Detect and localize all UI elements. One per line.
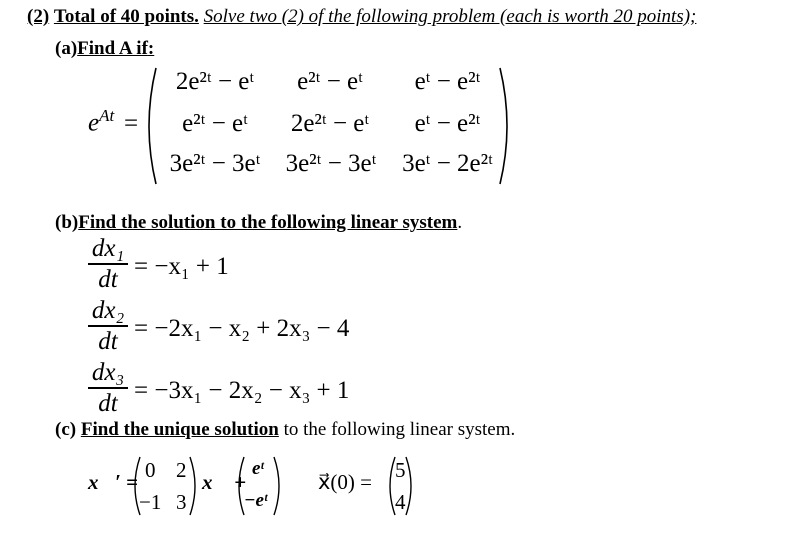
ic-lhs: x⃗(0) = [318, 470, 373, 494]
matrix-cell-r2c3: eᵗ − e²ᵗ [414, 110, 481, 137]
matrix-cell-r3c3: 3eᵗ − 2e²ᵗ [402, 150, 493, 177]
part-b-label: (b) [55, 212, 79, 233]
part-a-label: (a) [55, 38, 78, 59]
problem-header [27, 6, 696, 28]
instructions: Solve two (2) of the following problem (each is worth 20 points); [203, 6, 697, 27]
ode-3-numerator: dx₃ [91, 359, 125, 386]
ode-3-bar [88, 387, 128, 389]
ode-3-rhs: = −3x₁ − 2x₂ − x₃ + 1 [134, 377, 350, 404]
matrix-cell-r1c1: 2e²ᵗ − eᵗ [175, 68, 255, 95]
ode-1-numerator: dx₁ [91, 235, 125, 262]
ode-2-bar [88, 325, 128, 327]
part-b-period: . [457, 212, 463, 233]
part-b-title [55, 212, 462, 234]
problem-number: (2) [27, 6, 50, 27]
A-right-paren [188, 455, 202, 517]
ode-3-denominator: dt [98, 389, 118, 417]
A-r2c1: −1 [139, 490, 162, 514]
part-a-lhs: $e^{At}$ [88, 106, 115, 137]
part-c-label: (c) [55, 419, 77, 440]
A-r1c2: 2 [176, 458, 187, 482]
A-r1c1: 0 [145, 458, 156, 482]
part-a-title [55, 38, 154, 60]
total-points: Total of 40 points. [53, 6, 199, 27]
part-c-heading: Find the unique solution [80, 419, 279, 440]
matrix-cell-r3c1: 3e²ᵗ − 3eᵗ [169, 150, 261, 177]
ode-1-denominator: dt [98, 265, 118, 293]
ode-1-rhs: = −x₁ + 1 [134, 253, 229, 280]
ode-2-numerator: dx₂ [91, 297, 125, 324]
ode-1-bar [88, 263, 128, 265]
matrix-cell-r2c1: e²ᵗ − eᵗ [182, 110, 248, 137]
part-c-rest: to the following linear system. [278, 419, 516, 440]
ode-1-fraction [88, 236, 128, 292]
matrix-cell-r3c2: 3e²ᵗ − 3eᵗ [285, 150, 377, 177]
part-c-xvec: x⃗ + [202, 470, 247, 494]
g-right-paren [272, 455, 286, 517]
matrix-cell-r2c2: 2e²ᵗ − eᵗ [290, 110, 370, 137]
ode-2-denominator: dt [98, 327, 118, 355]
part-a-equals: = [124, 110, 139, 137]
ode-2-rhs: = −2x₁ − x₂ + 2x₃ − 4 [134, 315, 350, 342]
g-r2: −eᵗ [244, 490, 268, 511]
part-a-heading: Find A if [77, 38, 148, 59]
part-c-title [55, 419, 515, 441]
matrix-cell-r1c2: e²ᵗ − eᵗ [297, 68, 363, 95]
part-b-heading: Find the solution to the following linear system [78, 212, 458, 233]
A-r2c2: 3 [176, 490, 187, 514]
part-c-lhs: x⃗′ = [88, 470, 138, 494]
ode-2-fraction [88, 298, 128, 354]
matrix-cell-r1c3: eᵗ − e²ᵗ [414, 68, 481, 95]
ic-right-paren [404, 455, 418, 517]
ode-3-fraction [88, 360, 128, 416]
ic-r1: 5 [395, 458, 406, 482]
part-a-colon: : [147, 38, 155, 59]
ic-r2: 4 [395, 490, 406, 514]
g-r1: eᵗ [252, 458, 265, 479]
